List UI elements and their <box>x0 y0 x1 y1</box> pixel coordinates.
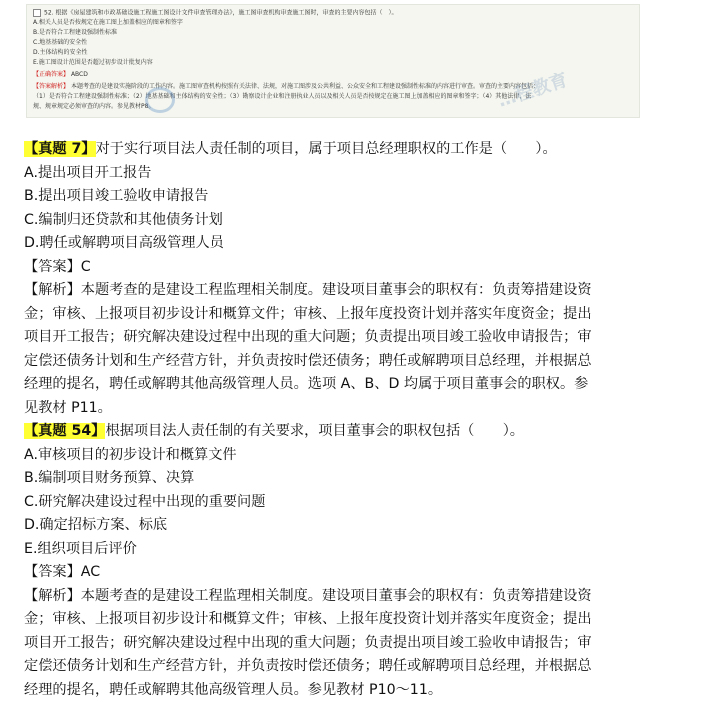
q54-analysis-label: 【解析】 <box>24 588 81 604</box>
q54-analysis-3: 项目开工报告；研究解决建设过程中出现的重大问题；负责提出项目竣工验收申请报告；审 <box>24 632 714 656</box>
shot-option-d: D.主体结构的安全性 <box>33 49 88 57</box>
shot-answer <box>33 71 88 79</box>
q7-answer: 【答案】C <box>24 256 714 280</box>
shot-question-text: 52. 根据《房屋建筑和市政基础设施工程施工图设计文件审查管理办法》，施工图审查机构审查施工图时，审查的主要内容包括（ ）。 <box>44 10 397 17</box>
q54-stem <box>24 420 714 444</box>
q7-tag: 【真题 7】 <box>24 141 96 157</box>
q54-option-b: B.编制项目财务预算、决算 <box>24 467 714 491</box>
q7-analysis-label: 【解析】 <box>24 282 81 298</box>
q7-analysis-2: 金；审核、上报项目初步设计和概算文件；审核、上报年度投资计划并落实年度资金；提出 <box>24 303 714 327</box>
q7-analysis-3: 项目开工报告；研究解决建设过程中出现的重大问题；负责提出项目竣工验收申请报告；审 <box>24 326 714 350</box>
embedded-screenshot <box>26 4 640 118</box>
shot-option-a: A.相关人员是否按规定在施工图上加盖相应的图章和签字 <box>33 19 183 27</box>
q7-analysis-5: 经理的提名，聘任或解聘其他高级管理人员。选项 A、B、D 均属于项目董事会的职权。参 <box>24 373 714 397</box>
watermark-text: …程教育 <box>498 76 569 106</box>
q54-option-a: A.审核项目的初步设计和概算文件 <box>24 444 714 468</box>
q54-analysis-5: 经理的提名，聘任或解聘其他高级管理人员。参见教材 P10～11。 <box>24 679 714 702</box>
q7-option-d: D.聘任或解聘项目高级管理人员 <box>24 232 714 256</box>
q7-analysis-6: 见教材 P11。 <box>24 397 714 421</box>
q54-analysis-4: 定偿还债务计划和生产经营方针，并负责按时偿还债务；聘任或解聘项目总经理，并根据总 <box>24 655 714 679</box>
shot-analysis-text-1: 本题考查的是建设实施阶段的工作内容。施工图审查机构按照有关法律、法规，对施工图涉及公共利益、公众安全和工程建设强制性标准的内容进行审查。审查的主要内容包括： <box>71 83 539 90</box>
shot-option-b: B.是否符合工程建设强制性标准 <box>33 29 117 37</box>
q7-option-b: B.提出项目竣工验收申请报告 <box>24 185 714 209</box>
shot-question <box>33 9 397 18</box>
q54-analysis-1 <box>24 585 714 609</box>
q54-option-c: C.研究解决建设过程中出现的重要问题 <box>24 491 714 515</box>
q7-option-a: A.提出项目开工报告 <box>24 162 714 186</box>
q7-option-c: C.编制归还贷款和其他债务计划 <box>24 209 714 233</box>
watermark-logo-icon <box>145 87 175 113</box>
shot-analysis-3: 规、规章规定必须审查的内容。参见教材P8。 <box>33 103 154 111</box>
q7-analysis-text-1: 本题考查的是建设工程监理相关制度。建设项目董事会的职权有：负责筹措建设资 <box>81 282 592 298</box>
shot-answer-label: 【正确答案】 <box>33 71 69 78</box>
document-body <box>24 138 714 702</box>
shot-answer-value: ABCD <box>71 71 88 78</box>
shot-option-e: E.施工图设计范围是否超过初步设计批复内容 <box>33 59 153 67</box>
q54-analysis-2: 金；审核、上报项目初步设计和概算文件；审核、上报年度投资计划并落实年度资金；提出 <box>24 608 714 632</box>
shot-analysis-2: （1）是否符合工程建设强制性标准；（2）地基基础和主体结构的安全性；（3）勘察设计企业和注册执业人员以及相关人员是否按规定在施工图上加盖相应的图章和签字；（4）其他法律、法 <box>33 93 531 101</box>
q7-stem <box>24 138 714 162</box>
shot-analysis-1 <box>33 83 539 91</box>
q54-stem-text: 根据项目法人责任制的有关要求，项目董事会的职权包括（ ）。 <box>105 423 524 439</box>
q54-option-e: E.组织项目后评价 <box>24 538 714 562</box>
q7-analysis-1 <box>24 279 714 303</box>
shot-analysis-label: 【答案解析】 <box>33 83 69 90</box>
q7-stem-text: 对于实行项目法人责任制的项目，属于项目总经理职权的工作是（ ）。 <box>96 141 557 157</box>
q54-tag: 【真题 54】 <box>24 423 105 439</box>
checkbox-icon <box>33 9 41 17</box>
q54-option-d: D.确定招标方案、标底 <box>24 514 714 538</box>
q54-analysis-text-1: 本题考查的是建设工程监理相关制度。建设项目董事会的职权有：负责筹措建设资 <box>81 588 592 604</box>
q54-answer: 【答案】AC <box>24 561 714 585</box>
q7-analysis-4: 定偿还债务计划和生产经营方针，并负责按时偿还债务；聘任或解聘项目总经理，并根据总 <box>24 350 714 374</box>
shot-option-c: C.地基基础的安全性 <box>33 39 87 47</box>
